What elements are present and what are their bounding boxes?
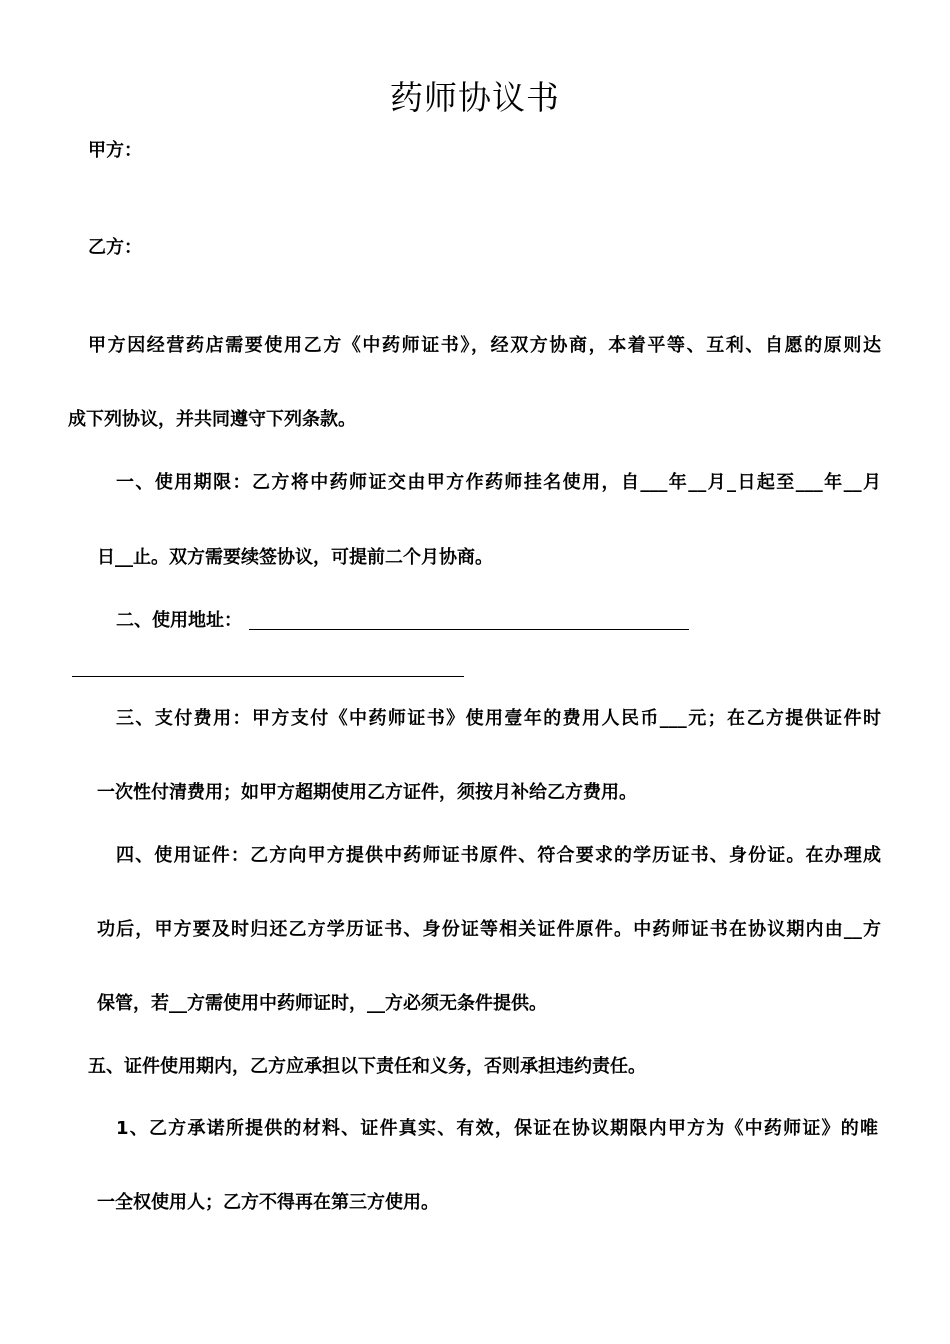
party-a-label: 甲方： <box>88 140 142 161</box>
clause-2-label: 二、使用地址： <box>116 610 242 631</box>
clause-4-line-1: 四、使用证件：乙方向甲方提供中药师证书原件、符合要求的学历证书、身份证。在办理成 <box>116 845 881 866</box>
clause-4-line-3: 保管，若__方需使用中药师证时，__方必须无条件提供。 <box>97 993 547 1014</box>
clause-5-item-1-line-2: 一全权使用人；乙方不得再在第三方使用。 <box>97 1192 439 1213</box>
clause-3-line-2: 一次性付清费用；如甲方超期使用乙方证件，须按月补给乙方费用。 <box>97 782 637 803</box>
clause-1-line-2: 日__止。双方需要续签协议，可提前二个月协商。 <box>97 547 493 568</box>
clause-3-line-1: 三、支付费用：甲方支付《中药师证书》使用壹年的费用人民币___元；在乙方提供证件时 <box>116 708 881 729</box>
address-blank-line <box>249 629 689 630</box>
clause-5-heading: 五、证件使用期内，乙方应承担以下责任和义务，否则承担违约责任。 <box>88 1056 646 1077</box>
intro-paragraph-line-1: 甲方因经营药店需要使用乙方《中药师证书》，经双方协商，本着平等、互利、自愿的原则达 <box>88 335 881 356</box>
clause-4-line-2: 功后，甲方要及时归还乙方学历证书、身份证等相关证件原件。中药师证书在协议期内由__方 <box>97 919 881 940</box>
clause-5-item-1-line-1: 1、乙方承诺所提供的材料、证件真实、有效，保证在协议期限内甲方为《中药师证》的唯 <box>116 1118 878 1139</box>
document-title: 药师协议书 <box>390 78 560 117</box>
clause-1-line-1: 一、使用期限：乙方将中药师证交由甲方作药师挂名使用，自___年__月_日起至___年__月 <box>116 472 881 493</box>
address-blank-line-2 <box>72 676 464 677</box>
intro-paragraph-line-2: 成下列协议，并共同遵守下列条款。 <box>68 409 356 430</box>
party-b-label: 乙方： <box>88 237 142 258</box>
